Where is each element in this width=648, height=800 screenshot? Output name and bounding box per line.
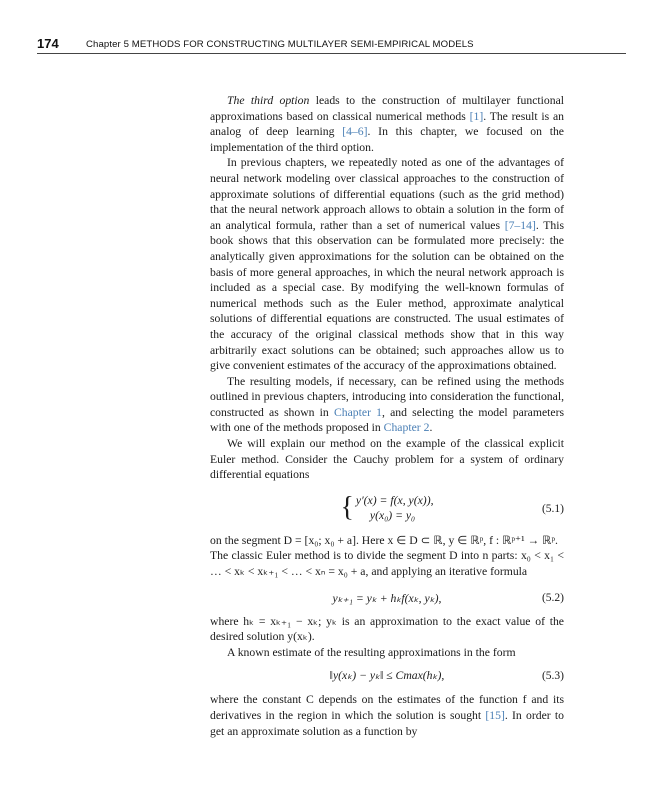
paragraph-1 xyxy=(210,93,564,155)
equation-system xyxy=(356,493,434,523)
text-run: . In this chapter, we focused on the implementation of the third option. xyxy=(210,125,564,154)
equation-line: y′(x) = f(x, y(x)), xyxy=(355,493,434,507)
equation-body: ‖y(xₖ) − yₖ‖ ≤ Cmax(hₖ), xyxy=(329,669,445,683)
equation-5-1 xyxy=(210,489,564,531)
chapter-link[interactable]: Chapter 1 xyxy=(333,405,382,419)
equation-5-2 xyxy=(210,584,564,614)
equation-5-3 xyxy=(210,662,564,692)
text-run: . xyxy=(429,421,433,435)
body-text xyxy=(210,93,564,739)
running-title: Chapter 5 METHODS FOR CONSTRUCTING MULTILAYER SEMI-EMPIRICAL MODELS xyxy=(86,39,474,50)
text-run: . The result is an analog of deep learning xyxy=(210,109,564,139)
italic-term: The third option xyxy=(227,94,310,107)
text-run: . In order to get an approximate solution as a function by xyxy=(210,709,564,738)
citation-link[interactable]: [4–6] xyxy=(342,125,368,139)
text-run: . This book shows that this observation can be formulated more precisely: the analytically given approximations for the solution can be obtained on the basis of more general approaches, in which the neural network approach is included as a special case. By modifying the well-known formulas of numerical methods such as the Euler method, approximate analytical solutions of differential equations are constructed. The usual estimates of the accuracy of the original classical methods show that in this way arbitrarily exact solutions can be obtained; such approaches allow us to give convenient estimates of the accuracy of the approximations obtained. xyxy=(210,218,564,373)
equation-number: (5.3) xyxy=(541,670,564,683)
paragraph-5b: The classic Euler method is to divide the segment D into n parts: x₀ < x₁ < … < xₖ < xₖ₊₁ < … < xₙ = x₀ + a, and applying an iterative formula xyxy=(210,549,564,579)
text-run: In previous chapters, we repeatedly noted as one of the advantages of neural network modeling over classical approaches to the construction of approximate solutions of differential equations (such as the grid method) that the neural network approach allows to obtain a solution in the form of an analytical formula, rather than a set of numerical values xyxy=(210,156,564,232)
citation-link[interactable]: [7–14] xyxy=(504,218,536,232)
paragraph-2 xyxy=(210,155,564,373)
equation-body: yₖ₊₁ = yₖ + hₖf(xₖ, yₖ), xyxy=(332,591,442,605)
left-brace: { xyxy=(340,491,354,523)
equation-number: (5.1) xyxy=(541,503,564,516)
text-run: leads to the construction of multilayer functional approximations based on classical numerical methods xyxy=(210,94,565,123)
page-number: 174 xyxy=(37,36,59,51)
chapter-link[interactable]: Chapter 2 xyxy=(383,421,430,435)
paragraph-3 xyxy=(210,374,564,436)
paragraph-5a: on the segment D = [x₀; x₀ + a]. Here x ∈ D ⊂ ℝ, y ∈ ℝᵖ, f : ℝᵖ⁺¹ → ℝᵖ. xyxy=(210,533,558,547)
equation-line: y(x₀) = y₀ xyxy=(369,508,416,522)
citation-link[interactable]: [1] xyxy=(469,109,484,123)
paragraph-8 xyxy=(210,692,564,739)
paragraph-4: We will explain our method on the example of the classical explicit Euler method. Consider the Cauchy problem for a system of ordinary differential equations xyxy=(210,437,564,482)
text-run: , and selecting the model parameters with one of the methods proposed in xyxy=(210,405,565,435)
paragraph-6: where hₖ = xₖ₊₁ − xₖ; yₖ is an approximation to the exact value of the desired solution y(xₖ). xyxy=(210,614,564,644)
equation-body xyxy=(210,489,564,523)
header-rule xyxy=(37,53,626,54)
text-run: The resulting models, if necessary, can be refined using the methods outlined in previous chapters, introducing into consideration the functional, constructed as shown in xyxy=(210,374,564,419)
text-run: where the constant C depends on the estimates of the function f and its derivatives in the region in which the solution is sought xyxy=(210,693,564,722)
paragraph-7: A known estimate of the resulting approximations in the form xyxy=(227,645,516,659)
equation-number: (5.2) xyxy=(541,591,564,604)
citation-link[interactable]: [15] xyxy=(485,709,505,722)
